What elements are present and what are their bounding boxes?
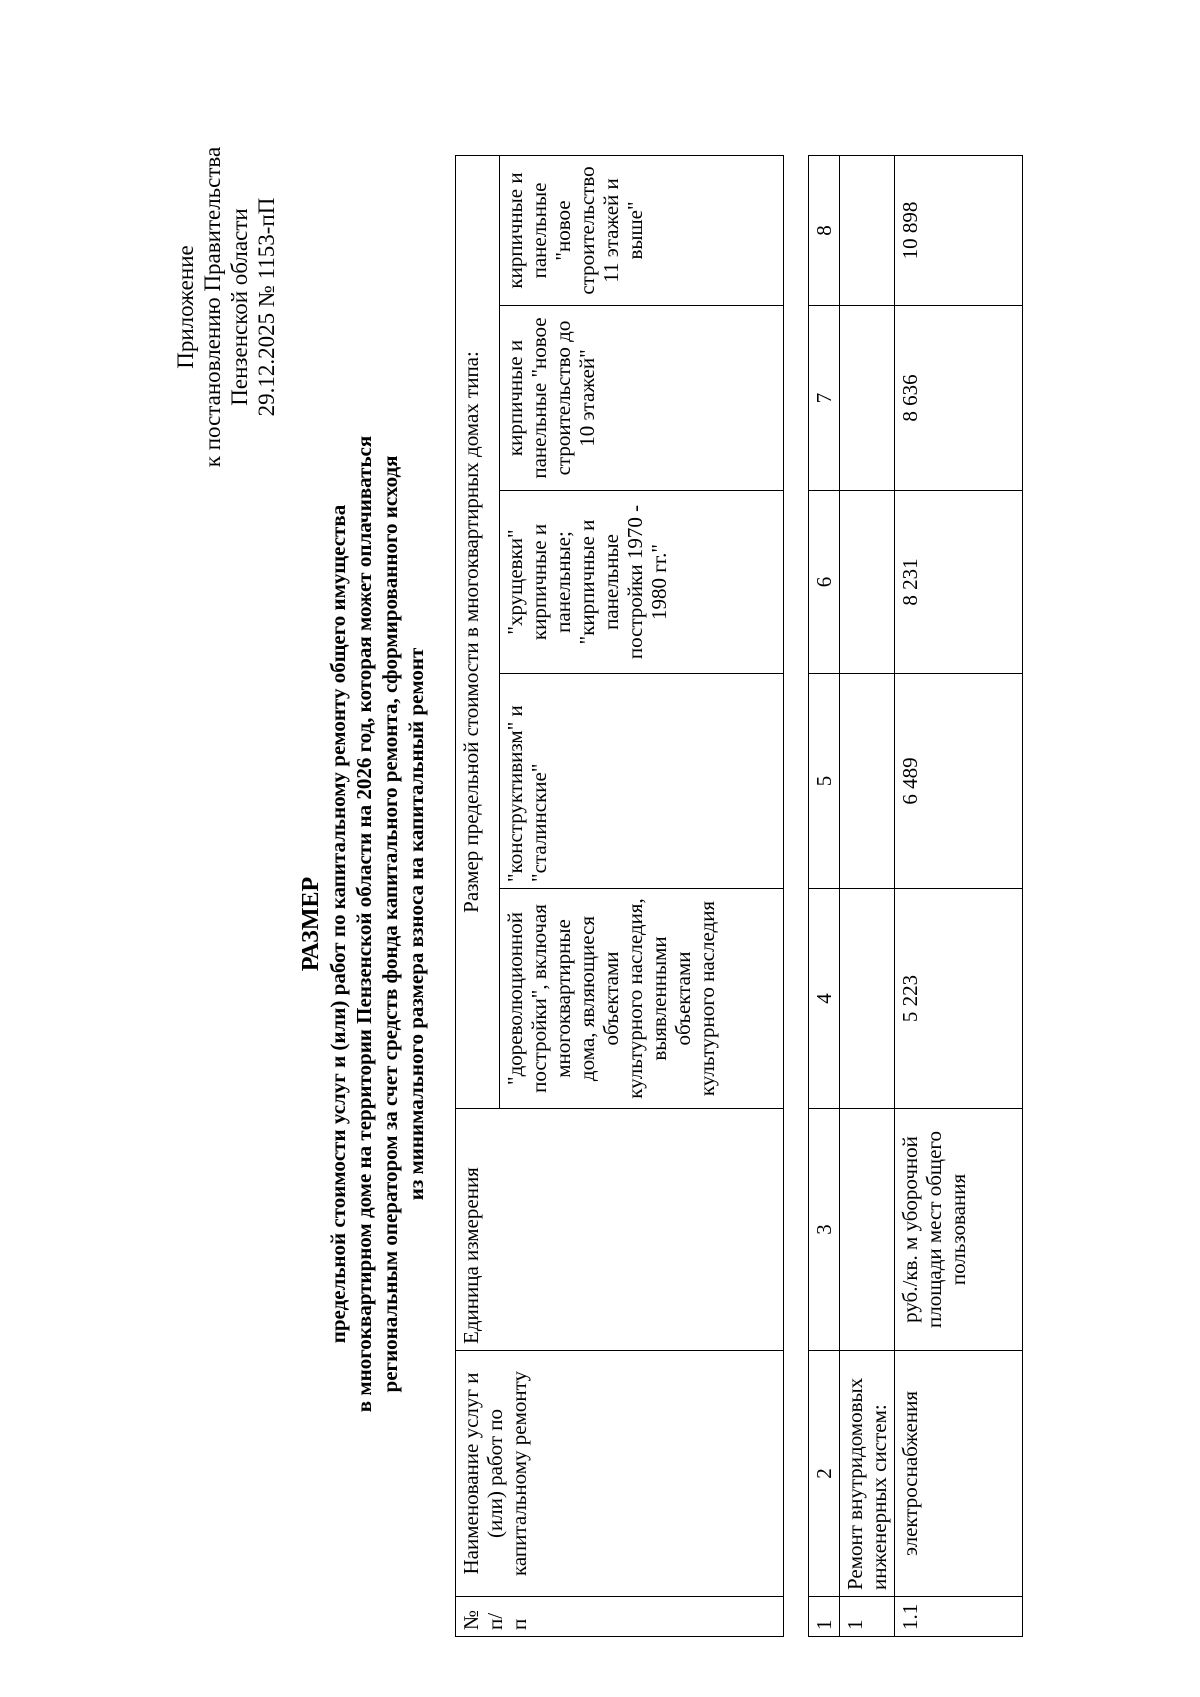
row-value: 6 489 (895, 674, 1023, 889)
column-number: 5 (809, 674, 840, 889)
header-type-cell: кирпичные и панельные "новое строительство до 10 этажей" (500, 306, 784, 491)
row-value (840, 156, 895, 306)
header-group: Размер предельной стоимости в многоквартирных домах типа: (456, 156, 500, 1109)
row-value (840, 491, 895, 674)
table-row (840, 156, 895, 1637)
row-value: 10 898 (895, 156, 1023, 306)
row-value: 8 636 (895, 306, 1023, 491)
column-number: 7 (809, 306, 840, 491)
title-line: из минимального размера взноса на капитальный ремонт (404, 647, 428, 1201)
header-num: № п/п (456, 1597, 784, 1637)
appendix-line: 29.12.2025 № 1153-пП (254, 197, 279, 417)
data-table (808, 155, 1023, 1637)
row-value (840, 306, 895, 491)
appendix-line: к постановлению Правительства (200, 146, 225, 468)
row-value: 8 231 (895, 491, 1023, 674)
header-type-cell: кирпичные и панельные "новое строительство 11 этажей и выше" (500, 156, 784, 306)
appendix-line: Приложение (173, 245, 198, 369)
row-num: 1 (840, 1597, 895, 1637)
appendix-line: Пензенской области (227, 208, 252, 406)
title-line: в многоквартирном доме на территории Пензенской области на 2026 год, которая может оплачиваться (352, 435, 376, 1413)
document-title (298, 209, 429, 1639)
row-value (840, 674, 895, 889)
header-type-cell: "хрущевки" кирпичные и панельные; "кирпичные и панельные постройки 1970 - 1980 гг." (500, 491, 784, 674)
row-value (840, 889, 895, 1109)
row-name: Ремонт внутридомовых инженерных систем: (840, 1351, 895, 1597)
column-number: 4 (809, 889, 840, 1109)
header-table (455, 155, 784, 1637)
column-number: 3 (809, 1109, 840, 1351)
column-number-row (809, 156, 840, 1637)
title-line: региональным оператором за счет средств фонда капитального ремонта, сформированного исходя (378, 455, 402, 1393)
column-number: 8 (809, 156, 840, 306)
column-number: 6 (809, 491, 840, 674)
row-unit (840, 1109, 895, 1351)
header-name: Наименование услуг и (или) работ по капитальному ремонту (456, 1351, 784, 1597)
header-type-cell: "конструктивизм" и "сталинские" (500, 674, 784, 889)
header-type-cell: "дореволюционной постройки", включая многоквартирные дома, являющиеся объектами культурного наследия, выявленными объектами культурного наследия (500, 889, 784, 1109)
row-unit: руб./кв. м уборочной площади мест общего пользования (895, 1109, 1023, 1351)
appendix-header (172, 127, 280, 487)
row-name: электроснабжения (895, 1351, 1023, 1597)
title-main: РАЗМЕР (298, 876, 324, 972)
column-number: 2 (809, 1351, 840, 1597)
header-unit: Единица измерения (456, 1109, 784, 1351)
column-number: 1 (809, 1597, 840, 1637)
table-row (895, 156, 1023, 1637)
row-value: 5 223 (895, 889, 1023, 1109)
title-line: предельной стоимости услуг и (или) работ по капитальному ремонту общего имущества (326, 504, 350, 1344)
row-num: 1.1 (895, 1597, 1023, 1637)
